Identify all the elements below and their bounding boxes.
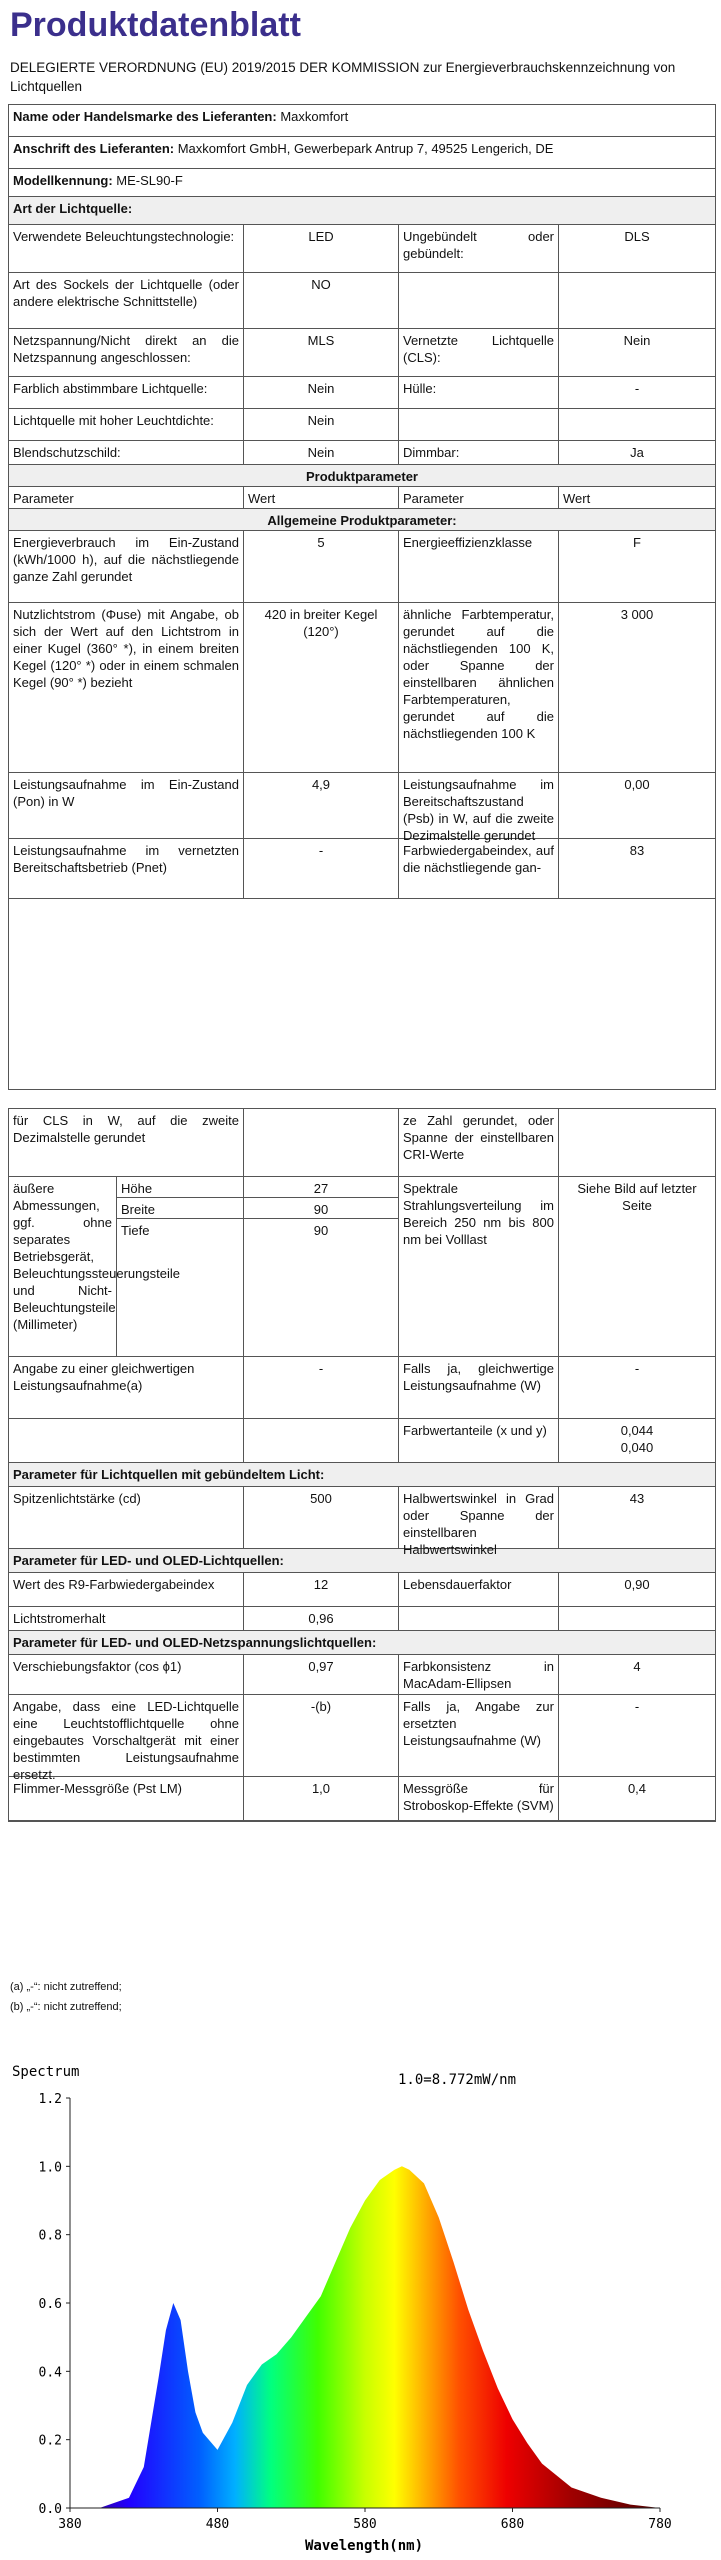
- x-tick-label: 480: [205, 2517, 230, 2532]
- mains-row-cell-3: Farbkonsistenz in MacAdam-Ellipsen: [399, 1655, 559, 1694]
- general-param-row-cell-3: Farbwiedergabeindex, auf die nächstliegende gan-: [399, 839, 559, 898]
- led-row-cell-2: 0,96: [244, 1607, 399, 1630]
- chart-title: Spectrum: [12, 2064, 80, 2080]
- general-param-row-cell-3: ähnliche Farbtemperatur, gerundet auf die nächstliegenden 100 K, oder Spanne der einstellbaren ähnlichen Farbtemperaturen, gerundet auf die nächstliegenden 100 K: [399, 603, 559, 772]
- page-separator: [0, 1094, 721, 1108]
- dim-height-label: Höhe: [117, 1177, 243, 1198]
- light-source-row-cell-3: Hülle:: [399, 377, 559, 408]
- regulation-intro: DELEGIERTE VERORDNUNG (EU) 2019/2015 DER KOMMISSION zur Energieverbrauchskennzeichnung von Lichtquellen: [10, 60, 676, 94]
- mains-row-cell-4: 0,4: [627, 1781, 647, 1796]
- light-source-row-cell-3: Dimmbar:: [399, 441, 559, 464]
- light-source-row-cell-4: DLS: [624, 229, 650, 244]
- light-source-row-cell-3: Vernetzte Lichtquelle (CLS):: [399, 329, 559, 376]
- dim-depth-value: 90: [313, 1223, 329, 1238]
- light-source-row-cell-2: Nein: [244, 377, 399, 408]
- light-source-row-cell-1: Netzspannung/Nicht direkt an die Netzspannung angeschlossen:: [9, 329, 244, 376]
- y-tick-label: 0.8: [38, 2228, 62, 2244]
- mains-row-cell-4: 4: [633, 1659, 641, 1674]
- mains-row-cell-2: -(b): [244, 1695, 399, 1776]
- led-row-cell-4: 0,90: [624, 1577, 650, 1592]
- led-row-cell-1: Lichtstromerhalt: [9, 1607, 244, 1630]
- light-source-row-cell-2: Nein: [244, 441, 399, 464]
- mains-row-cell-3: Messgröße für Stroboskop-Effekte (SVM): [399, 1777, 559, 1820]
- datasheet-table: [8, 104, 716, 1090]
- spectrum-svg: [0, 2058, 721, 2560]
- light-source-row-cell-4: Ja: [630, 445, 644, 460]
- mains-row: [9, 1777, 715, 1821]
- light-source-row-cell-4: -: [634, 381, 640, 396]
- light-source-row-cell-2: Nein: [244, 409, 399, 440]
- footnote-b: (b) „-“: nicht zutreffend;: [10, 2001, 122, 2013]
- led-heading: Parameter für LED- und OLED-Lichtquellen:: [9, 1549, 715, 1573]
- directional-row: [9, 1487, 715, 1557]
- general-param-row-cell-2: 4,9: [244, 773, 399, 838]
- general-param-row: [9, 839, 715, 899]
- light-source-row: [9, 441, 715, 465]
- model-label: Modellkennung:: [13, 173, 113, 188]
- light-source-row-cell-3: [399, 273, 559, 328]
- chart-subtitle: 1.0=8.772mW/nm: [398, 2072, 517, 2088]
- datasheet-page-1: [0, 0, 721, 1092]
- x-tick-label: 780: [648, 2517, 672, 2532]
- x-tick-label: 380: [58, 2517, 82, 2532]
- light-source-row-cell-1: Blendschutzschild:: [9, 441, 244, 464]
- light-source-row: [9, 377, 715, 409]
- general-param-row-cell-2: -: [244, 839, 399, 898]
- supplier-name-label: Name oder Handelsmarke des Lieferanten:: [13, 109, 277, 124]
- general-param-row-cell-1: Energieverbrauch im Ein-Zustand (kWh/1000 h), auf die nächstliegende ganze Zahl gerundet: [9, 531, 244, 602]
- light-source-row-cell-1: Art des Sockels der Lichtquelle (oder andere elektrische Schnittstelle): [9, 273, 244, 328]
- general-param-row-cell-1: Leistungsaufnahme im vernetzten Bereitschaftsbetrieb (Pnet): [9, 839, 244, 898]
- general-param-row: [9, 773, 715, 843]
- general-param-row-cell-1: Leistungsaufnahme im Ein-Zustand (Pon) in W: [9, 773, 244, 838]
- continuation-row: für CLS in W, auf die zweite Dezimalstelle gerundet ze Zahl gerundet, oder Spanne der einstellbaren CRI-Werte: [9, 1109, 715, 1177]
- product-params-heading: Produktparameter: [9, 465, 715, 487]
- footnote-a: (a) „-“: nicht zutreffend;: [10, 1981, 122, 1993]
- light-source-row-cell-4: [559, 409, 715, 440]
- directional-heading: Parameter für Lichtquellen mit gebündeltem Licht:: [9, 1463, 715, 1487]
- supplier-address-row: [9, 137, 715, 169]
- model-row: [9, 169, 715, 197]
- mains-heading: Parameter für LED- und OLED-Netzspannungslichtquellen:: [9, 1631, 715, 1655]
- mains-row-cell-1: Verschiebungsfaktor (cos ϕ1): [9, 1655, 244, 1694]
- page-title: Produktdatenblatt: [10, 6, 301, 44]
- dim-height-value: 27: [244, 1177, 398, 1198]
- general-param-row-cell-1: Nutzlichtstrom (Φuse) mit Angabe, ob sich der Wert auf den Lichtstrom in einer Kugel (360° *), in einem breiten Kegel (120° *) oder in einem schmalen Kegel (90° *) bezieht: [9, 603, 244, 772]
- light-source-row: [9, 273, 715, 329]
- light-source-row-cell-4: [559, 273, 715, 328]
- spectrum-param: Spektrale Strahlungsverteilung im Bereich 250 nm bis 800 nm bei Volllast: [399, 1177, 559, 1356]
- led-row-cell-1: Wert des R9-Farbwiedergabeindex: [9, 1573, 244, 1606]
- led-row-cell-2: 12: [244, 1573, 399, 1606]
- light-source-row: [9, 225, 715, 273]
- general-params-heading: Allgemeine Produktparameter:: [9, 509, 715, 531]
- led-row: [9, 1607, 715, 1631]
- spectrum-area: [70, 2166, 660, 2508]
- led-row-cell-4: [559, 1607, 715, 1630]
- mains-row-cell-2: 1,0: [244, 1777, 399, 1820]
- directional-row-cell-2: 500: [244, 1487, 399, 1548]
- general-param-row: [9, 603, 715, 773]
- mains-row-cell-1: Flimmer-Messgröße (Pst LM): [9, 1777, 244, 1820]
- light-source-heading: Art der Lichtquelle:: [9, 197, 715, 225]
- y-tick-label: 0.0: [38, 2502, 62, 2517]
- supplier-name-row: [9, 105, 715, 137]
- light-source-row-cell-4: Nein: [623, 333, 651, 348]
- general-param-row: [9, 531, 715, 603]
- dimensions-label: äußere Abmessungen, ggf. ohne separates Betriebsgerät, Beleuchtungssteuerungsteile und Nicht-Beleuchtungsteile (Millimeter): [9, 1177, 117, 1356]
- spectrum-value: Siehe Bild auf letzter Seite: [577, 1181, 697, 1213]
- mains-row-cell-2: 0,97: [244, 1655, 399, 1694]
- light-source-rows: [9, 225, 715, 465]
- y-tick-label: 1.0: [38, 2160, 62, 2176]
- light-source-row-cell-1: Lichtquelle mit hoher Leuchtdichte:: [9, 409, 244, 440]
- mains-row: [9, 1655, 715, 1695]
- chromaticity-row: Farbwertanteile (x und y) 0,044 0,040: [9, 1419, 715, 1463]
- general-param-row-cell-4: 0,00: [624, 777, 650, 792]
- general-param-row-cell-4: 3 000: [620, 607, 654, 622]
- general-param-row-cell-2: 420 in breiter Kegel (120°): [244, 603, 399, 772]
- dimensions-row: [9, 1177, 715, 1357]
- dim-depth-label: Tiefe: [121, 1223, 150, 1238]
- light-source-row: [9, 409, 715, 441]
- y-tick-label: 0.2: [38, 2433, 62, 2449]
- led-row-cell-3: Lebensdauerfaktor: [399, 1573, 559, 1606]
- equivalent-power-row: Angabe zu einer gleichwertigen Leistungsaufnahme(a) - Falls ja, gleichwertige Leistungsaufnahme (W) -: [9, 1357, 715, 1419]
- general-param-row-cell-4: 83: [629, 843, 645, 858]
- general-param-rows: [9, 531, 715, 899]
- dim-width-value: 90: [244, 1198, 398, 1219]
- general-param-row-cell-4: F: [633, 535, 641, 550]
- light-source-row-cell-1: Verwendete Beleuchtungstechnologie:: [9, 225, 244, 272]
- dim-width-label: Breite: [117, 1198, 243, 1219]
- directional-row-cell-1: Spitzenlichtstärke (cd): [9, 1487, 244, 1548]
- light-source-row: [9, 329, 715, 377]
- led-row: [9, 1573, 715, 1607]
- x-axis-label: Wavelength(nm): [305, 2538, 424, 2554]
- mains-row-cell-1: Angabe, dass eine LED-Lichtquelle eine Leuchtstofflichtquelle ohne eingebautes Vorschaltgerät mit einer bestimmten Leistungsaufnahme ersetzt.: [9, 1695, 244, 1776]
- mains-row: [9, 1695, 715, 1782]
- supplier-address-value: Maxkomfort GmbH, Gewerbepark Antrup 7, 49525 Lengerich, DE: [177, 141, 554, 156]
- light-source-row-cell-3: [399, 409, 559, 440]
- general-param-row-cell-3: Energieeffizienzklasse: [399, 531, 559, 602]
- directional-row-cell-4: 43: [629, 1491, 645, 1506]
- supplier-address-label: Anschrift des Lieferanten:: [13, 141, 175, 156]
- directional-row-cell-3: Halbwertswinkel in Grad oder Spanne der einstellbaren Halbwertswinkel: [399, 1487, 559, 1548]
- datasheet-table-continued: [8, 1108, 716, 1822]
- spectrum-chart: [0, 2058, 721, 2560]
- x-tick-label: 680: [500, 2517, 525, 2532]
- column-headers: Parameter Wert Parameter Wert: [9, 487, 715, 509]
- light-source-row-cell-2: LED: [244, 225, 399, 272]
- led-row-cell-3: [399, 1607, 559, 1630]
- model-value: ME-SL90-F: [116, 173, 183, 188]
- supplier-name-value: Maxkomfort: [280, 109, 349, 124]
- light-source-row-cell-2: NO: [244, 273, 399, 328]
- mains-row-cell-4: -: [634, 1699, 640, 1714]
- general-param-row-cell-3: Leistungsaufnahme im Bereitschaftszustand (Psb) in W, auf die zweite Dezimalstelle gerundet: [399, 773, 559, 838]
- y-tick-label: 1.2: [38, 2092, 62, 2107]
- light-source-row-cell-2: MLS: [244, 329, 399, 376]
- light-source-row-cell-3: Ungebündelt oder gebündelt:: [399, 225, 559, 272]
- mains-row-cell-3: Falls ja, Angabe zur ersetzten Leistungsaufnahme (W): [399, 1695, 559, 1776]
- light-source-row-cell-1: Farblich abstimmbare Lichtquelle:: [9, 377, 244, 408]
- general-param-row-cell-2: 5: [244, 531, 399, 602]
- y-tick-label: 0.4: [38, 2365, 62, 2381]
- y-tick-label: 0.6: [38, 2297, 62, 2312]
- x-tick-label: 580: [353, 2517, 377, 2532]
